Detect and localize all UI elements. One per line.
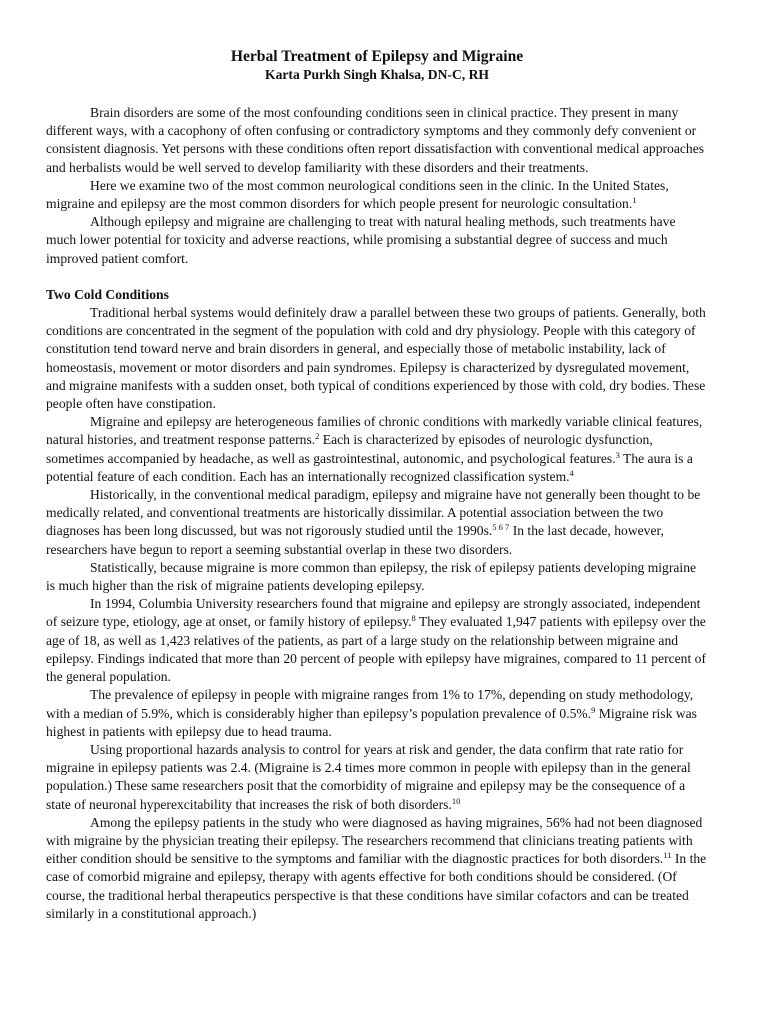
footnote-ref: 8 [411, 613, 416, 624]
paragraph-text: In 1994, Columbia University researchers found that migraine and epilepsy are strongly associated, independent of seizure type, etiology, age at onset, or family history of epilepsy. [46, 596, 701, 630]
paragraph-text: Each is characterized by episodes of neurologic dysfunction, sometimes accompanied by headache, as well as gastrointestinal, autonomic, and psychological features. [46, 432, 653, 466]
footnote-ref: 3 [615, 449, 620, 460]
paragraph-text: Historically, in the conventional medical paradigm, epilepsy and migraine have not generally been thought to be medically related, and conventional treatments are historically dissimilar. A potential association between the two diagnoses has been long discussed, but was not rigorously studied until the 1990s. [46, 487, 701, 539]
body-paragraph [46, 304, 708, 413]
footnote-ref: 1 [632, 195, 637, 206]
footnote-ref: 10 [451, 795, 461, 806]
paragraph-text: Migraine risk was highest in patients with epilepsy due to head trauma. [46, 705, 697, 739]
footnote-ref: 4 [569, 467, 574, 478]
body-paragraph [46, 686, 708, 741]
paragraph-text: The aura is a potential feature of each condition. Each has an internationally recognized classification system. [46, 450, 693, 484]
body-paragraph [46, 814, 708, 923]
footnote-ref: 11 [663, 850, 672, 861]
footnote-ref: 5 6 7 [492, 522, 510, 533]
paragraph-text: Using proportional hazards analysis to control for years at risk and gender, the data confirm that rate ratio for migraine in epilepsy patients was 2.4. (Migraine is 2.4 times more common in people with epilepsy than in the general population.) These same researchers posit that the comorbidity of migraine and epilepsy may be the consequence of a state of neuronal hyperexcitability that increases the risk of both disorders. [46, 741, 691, 812]
paragraph-text: Migraine and epilepsy are heterogeneous families of chronic conditions with markedly variable clinical features, natural histories, and treatment response patterns. [46, 414, 703, 448]
footnote-ref: 9 [591, 704, 596, 715]
paragraph-text: Among the epilepsy patients in the study who were diagnosed as having migraines, 56% had not been diagnosed with migraine by the physician treating their epilepsy. The researchers recommend that clinicians treating patients with either condition should be sensitive to the symptoms and familiar with the diagnostic practices for both disorders. [46, 814, 703, 867]
footnote-ref: 2 [315, 431, 320, 442]
paragraph-text: Brain disorders are some of the most confounding conditions seen in clinical practice. They present in many different ways, with a cacophony of often confusing or contradictory symptoms and they commonly defy convenient or consistent diagnosis. Yet persons with these conditions often report dissatisfaction with conventional medical approaches and herbalists would be well served to develop familiarity with these disorders and their treatments. [46, 105, 705, 175]
intro-paragraph [46, 213, 708, 268]
body-paragraph [46, 559, 708, 595]
document-title: Herbal Treatment of Epilepsy and Migraine [230, 48, 524, 65]
paragraph-text: Traditional herbal systems would definitely draw a parallel between these two groups of patients. Generally, both conditions are concentrated in the segment of the population with cold and dry physiology. People with this category of constitution tend toward nerve and brain disorders in general, and especially those of metabolic instability, lack of homeostasis, movement or motor disorders and pain syndromes. Epilepsy is characterized by dysregulated movement, and migraine manifests with a sudden onset, both typical of conditions experienced by those with cold, dry bodies. These people often have constipation. [46, 305, 706, 412]
paragraph-text: In the case of comorbid migraine and epilepsy, therapy with agents effective for both conditions should be considered. (Of course, the traditional herbal therapeutics perspective is that these conditions have similar cofactors and can be treated similarly in a constitutional approach.) [46, 851, 707, 921]
body-paragraph [46, 486, 708, 559]
intro-paragraph [46, 104, 708, 177]
paragraph-text: Statistically, because migraine is more common than epilepsy, the risk of epilepsy patients developing migraine is much higher than the risk of migraine patients developing epilepsy. [46, 559, 697, 594]
paragraph-text: They evaluated 1,947 patients with epilepsy over the age of 18, as well as 1,423 relatives of the patients, as part of a large study on the relationship between migraine and epilepsy. Findings indicated that more than 20 percent of people with epilepsy have migraines, compared to 11 percent of the general population. [46, 614, 706, 685]
section-heading: Two Cold Conditions [46, 286, 169, 302]
author-line: Karta Purkh Singh Khalsa, DN-C, RH [265, 67, 489, 82]
body-paragraph [46, 595, 708, 686]
paragraph-text: Although epilepsy and migraine are challenging to treat with natural healing methods, such treatments have much lower potential for toxicity and adverse reactions, while promising a substantial degree of success and much improved patient comfort. [46, 214, 676, 266]
intro-paragraph [46, 177, 708, 213]
body-paragraph [46, 413, 708, 486]
paragraph-text: Here we examine two of the most common neurological conditions seen in the clinic. In the United States, migraine and epilepsy are the most common disorders for which people present for neurologic consultation. [46, 177, 669, 212]
body-paragraph [46, 741, 708, 814]
paragraph-text: In the last decade, however, researchers have begun to report a seeming substantial overlap in these two disorders. [46, 523, 664, 557]
paragraph-text: The prevalence of epilepsy in people with migraine ranges from 1% to 17%, depending on study methodology, with a median of 5.9%, which is considerably higher than epilepsy’s population prevalence of 0.5%. [46, 687, 694, 721]
